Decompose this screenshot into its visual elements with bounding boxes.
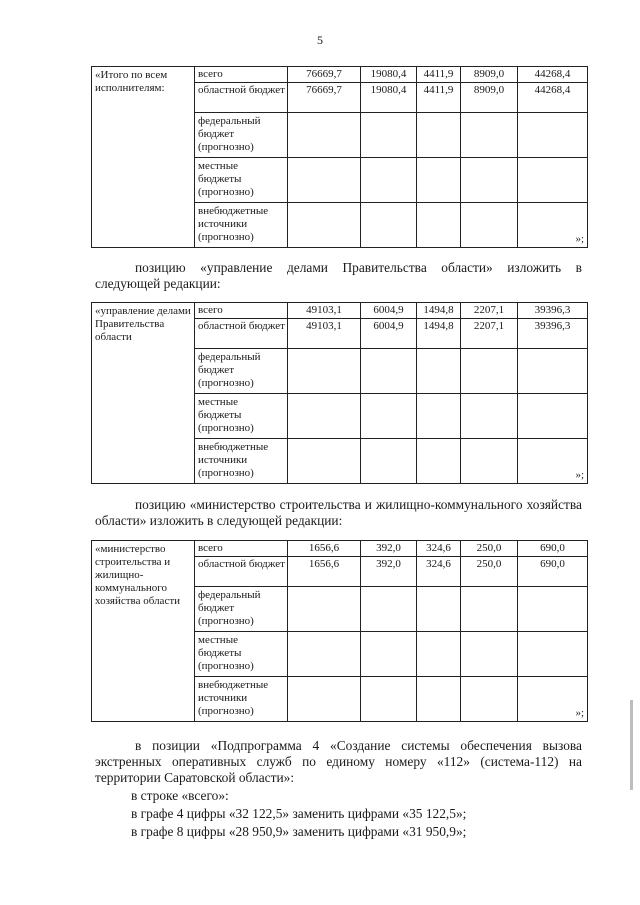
row-label: областной бюджет: [195, 557, 288, 587]
cell-value: 324,6: [417, 557, 461, 587]
cell-value: 1656,6: [288, 557, 361, 587]
cell-value: 49103,1: [288, 319, 361, 349]
row-label: федеральный бюджет (прогнозно): [195, 587, 288, 632]
row-label: местные бюджеты (прогнозно): [195, 394, 288, 439]
cell-value: 250,0: [461, 541, 518, 557]
cell-value: 1494,8: [417, 303, 461, 319]
cell-value: 19080,4: [361, 83, 417, 113]
cell-value: 324,6: [417, 541, 461, 557]
cell-value: 8909,0: [461, 83, 518, 113]
cell-value: 76669,7: [288, 67, 361, 83]
row-label: всего: [195, 541, 288, 557]
cell-value: 4411,9: [417, 67, 461, 83]
cell-value: 4411,9: [417, 83, 461, 113]
paragraph-1: позицию «управление делами Правительства области» изложить в следующей редакции:: [95, 260, 582, 291]
budget-table-construction-ministry: [91, 540, 588, 722]
cell-value: 39396,3: [518, 319, 588, 349]
page-number: 5: [317, 33, 323, 47]
cell-value: 1656,6: [288, 541, 361, 557]
budget-table-total: [91, 66, 588, 248]
cell-value: 76669,7: [288, 83, 361, 113]
cell-value: 250,0: [461, 557, 518, 587]
instruction-line-1: в строке «всего»:: [131, 788, 229, 803]
row-label: внебюджетные источники (прогнозно): [195, 203, 288, 248]
row-label: федеральный бюджет (прогнозно): [195, 113, 288, 158]
cell-value: 8909,0: [461, 67, 518, 83]
cell-value: 44268,4: [518, 67, 588, 83]
executor-name: «управление делами Правительства области: [92, 303, 195, 484]
row-label: всего: [195, 303, 288, 319]
row-label: внебюджетные источники (прогнозно): [195, 677, 288, 722]
cell-value: 392,0: [361, 541, 417, 557]
cell-value: 690,0: [518, 557, 588, 587]
cell-value: 6004,9: [361, 303, 417, 319]
row-label: областной бюджет: [195, 83, 288, 113]
executor-name: «министерство строительства и жилищно-коммунального хозяйства области: [92, 541, 195, 722]
row-label: внебюджетные источники (прогнозно): [195, 439, 288, 484]
row-label: областной бюджет: [195, 319, 288, 349]
cell-value: 39396,3: [518, 303, 588, 319]
cell-value: 19080,4: [361, 67, 417, 83]
cell-value: 2207,1: [461, 319, 518, 349]
cell-value: 690,0: [518, 541, 588, 557]
budget-table-government-affairs: [91, 302, 588, 484]
cell-value: 1494,8: [417, 319, 461, 349]
paragraph-2: позицию «министерство строительства и жилищно-коммунального хозяйства области» изложить в следующей редакции:: [95, 497, 582, 528]
closing-quote: »;: [518, 439, 588, 484]
cell-value: 392,0: [361, 557, 417, 587]
scan-edge-mark: [630, 700, 633, 790]
executor-name: «Итого по всем исполнителям:: [92, 67, 195, 248]
instruction-line-3: в графе 8 цифры «28 950,9» заменить цифрами «31 950,9»;: [131, 824, 467, 839]
row-label: местные бюджеты (прогнозно): [195, 632, 288, 677]
cell-value: 2207,1: [461, 303, 518, 319]
cell-value: 44268,4: [518, 83, 588, 113]
row-label: местные бюджеты (прогнозно): [195, 158, 288, 203]
paragraph-3: в позиции «Подпрограмма 4 «Создание системы обеспечения вызова экстренных оперативных служб по единому номеру «112» (система-112) на территории Саратовской области»:: [95, 738, 582, 785]
closing-quote: »;: [518, 677, 588, 722]
cell-value: 6004,9: [361, 319, 417, 349]
cell-value: 49103,1: [288, 303, 361, 319]
row-label: всего: [195, 67, 288, 83]
row-label: федеральный бюджет (прогнозно): [195, 349, 288, 394]
closing-quote: »;: [518, 203, 588, 248]
instruction-line-2: в графе 4 цифры «32 122,5» заменить цифрами «35 122,5»;: [131, 806, 467, 821]
